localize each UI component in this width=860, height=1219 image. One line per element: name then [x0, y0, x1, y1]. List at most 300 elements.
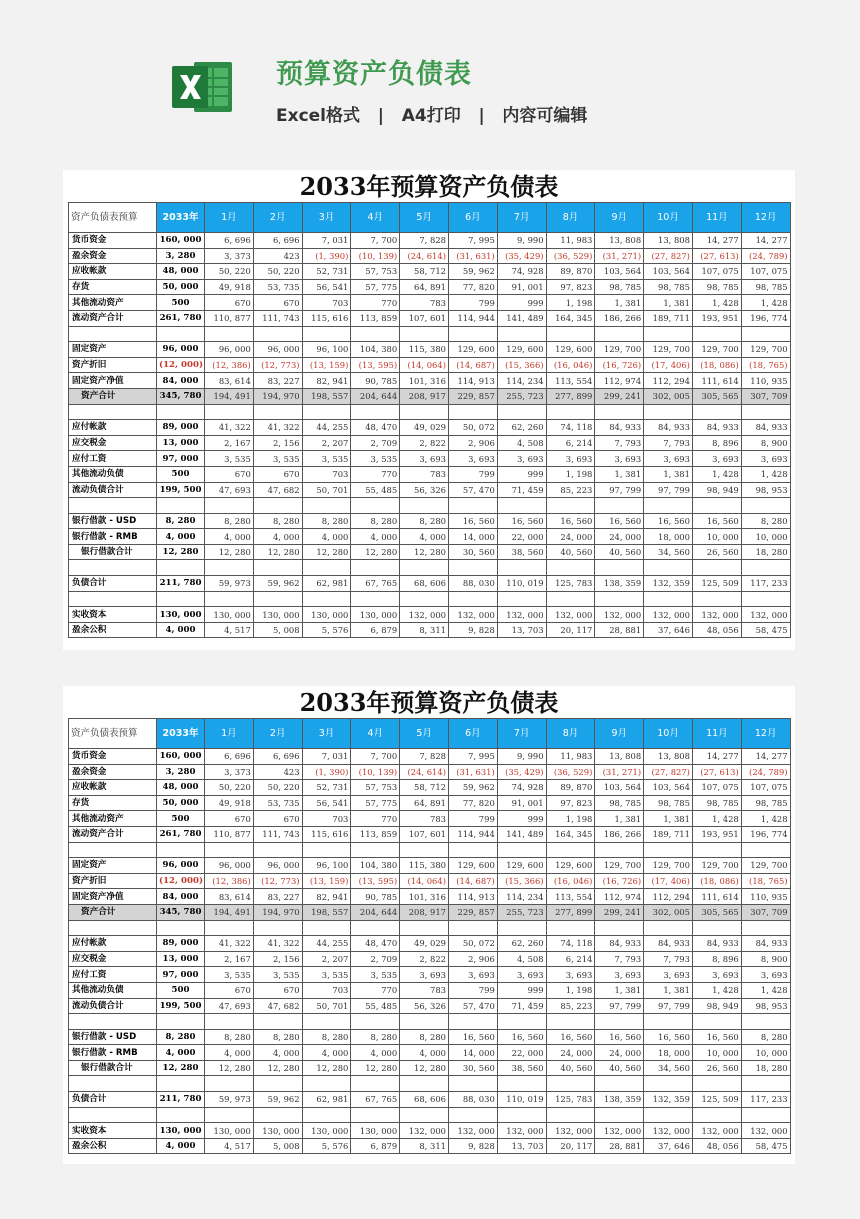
month-value: 37, 646 — [644, 1138, 693, 1154]
table-row — [69, 998, 791, 1014]
empty-cell — [497, 920, 546, 936]
month-value: 6, 214 — [546, 435, 595, 451]
month-value: 130, 000 — [351, 607, 400, 623]
month-value: 96, 100 — [302, 858, 351, 874]
month-value: 164, 345 — [546, 310, 595, 326]
month-value: 107, 075 — [741, 780, 790, 796]
empty-cell — [253, 920, 302, 936]
row-label: 资产合计 — [69, 388, 157, 404]
empty-cell — [595, 404, 644, 420]
month-value: 670 — [205, 811, 254, 827]
month-value: 129, 700 — [741, 342, 790, 358]
empty-cell — [69, 591, 157, 607]
month-value: 47, 693 — [205, 482, 254, 498]
month-value: 299, 241 — [595, 388, 644, 404]
empty-cell — [351, 1014, 400, 1030]
month-value: 34, 560 — [644, 544, 693, 560]
empty-cell — [448, 591, 497, 607]
month-value: 38, 560 — [497, 544, 546, 560]
month-value: 103, 564 — [644, 780, 693, 796]
month-value: 14, 000 — [448, 1045, 497, 1061]
blank-row — [69, 591, 791, 607]
table-row — [69, 342, 791, 358]
month-value: 4, 000 — [205, 1045, 254, 1061]
empty-cell — [400, 1014, 449, 1030]
month-value: 38, 560 — [497, 1060, 546, 1076]
month-value: 670 — [253, 811, 302, 827]
empty-cell — [253, 404, 302, 420]
base-value: 89, 000 — [157, 936, 205, 952]
month-value: 52, 731 — [302, 780, 351, 796]
empty-cell — [205, 404, 254, 420]
month-value: 44, 255 — [302, 420, 351, 436]
spreadsheet-preview-1 — [63, 170, 795, 650]
month-header: 4月 — [351, 203, 400, 233]
month-value: 1, 428 — [741, 295, 790, 311]
row-label: 流动负债合计 — [69, 998, 157, 1014]
empty-cell — [692, 920, 741, 936]
empty-cell — [741, 326, 790, 342]
empty-cell — [157, 1107, 205, 1123]
base-value: 50, 000 — [157, 279, 205, 295]
month-value: 799 — [448, 982, 497, 998]
base-value: 4, 000 — [157, 622, 205, 638]
month-value: 255, 723 — [497, 904, 546, 920]
month-value: 7, 793 — [644, 951, 693, 967]
month-value: 12, 280 — [302, 544, 351, 560]
month-value: 59, 962 — [253, 576, 302, 592]
month-value: 26, 560 — [692, 544, 741, 560]
base-value: 500 — [157, 982, 205, 998]
empty-cell — [157, 1076, 205, 1092]
empty-cell — [351, 591, 400, 607]
month-value: 8, 280 — [302, 513, 351, 529]
empty-cell — [644, 560, 693, 576]
month-value: 783 — [400, 811, 449, 827]
month-value: 129, 700 — [595, 342, 644, 358]
month-value: 12, 280 — [205, 544, 254, 560]
empty-cell — [644, 404, 693, 420]
month-value: 4, 000 — [351, 529, 400, 545]
month-value: (18, 086) — [692, 357, 741, 373]
table-row — [69, 873, 791, 889]
month-value: 130, 000 — [253, 1123, 302, 1139]
month-value: 83, 614 — [205, 889, 254, 905]
month-value: (31, 271) — [595, 764, 644, 780]
empty-cell — [595, 326, 644, 342]
month-value: 2, 207 — [302, 435, 351, 451]
table-row — [69, 233, 791, 249]
month-value: 57, 470 — [448, 482, 497, 498]
empty-cell — [448, 1107, 497, 1123]
month-value: 98, 785 — [741, 795, 790, 811]
empty-cell — [692, 498, 741, 514]
month-value: 3, 535 — [205, 451, 254, 467]
month-value: (16, 046) — [546, 873, 595, 889]
month-value: (18, 765) — [741, 357, 790, 373]
month-value: 57, 753 — [351, 780, 400, 796]
month-value: (12, 386) — [205, 873, 254, 889]
empty-cell — [741, 404, 790, 420]
month-value: 13, 808 — [644, 749, 693, 765]
month-value: (10, 139) — [351, 764, 400, 780]
month-value: 62, 981 — [302, 576, 351, 592]
balance-sheet-table — [68, 202, 791, 638]
empty-cell — [69, 920, 157, 936]
month-value: 255, 723 — [497, 388, 546, 404]
row-label: 应收帐款 — [69, 264, 157, 280]
month-value: 11, 983 — [546, 749, 595, 765]
month-value: 101, 316 — [400, 373, 449, 389]
month-value: 18, 280 — [741, 544, 790, 560]
month-value: 2, 167 — [205, 435, 254, 451]
corner-label: 资产负债表预算 — [69, 719, 157, 749]
blank-row — [69, 560, 791, 576]
month-value: 49, 029 — [400, 420, 449, 436]
month-value: (15, 366) — [497, 357, 546, 373]
empty-cell — [595, 1107, 644, 1123]
table-row — [69, 248, 791, 264]
page-header — [0, 0, 860, 160]
empty-cell — [595, 920, 644, 936]
empty-cell — [157, 560, 205, 576]
month-value: 670 — [253, 982, 302, 998]
month-value: 2, 207 — [302, 951, 351, 967]
month-value: 130, 000 — [351, 1123, 400, 1139]
month-value: 59, 962 — [448, 780, 497, 796]
month-value: 28, 881 — [595, 1138, 644, 1154]
month-value: 97, 799 — [644, 998, 693, 1014]
month-value: 3, 693 — [692, 967, 741, 983]
row-label: 实收资本 — [69, 607, 157, 623]
table-row — [69, 1045, 791, 1061]
month-value: 8, 280 — [400, 513, 449, 529]
month-value: 68, 606 — [400, 576, 449, 592]
month-value: 4, 000 — [302, 1045, 351, 1061]
month-value: 783 — [400, 466, 449, 482]
month-value: (14, 064) — [400, 873, 449, 889]
month-header: 5月 — [400, 719, 449, 749]
table-row — [69, 451, 791, 467]
month-value: (15, 366) — [497, 873, 546, 889]
empty-cell — [205, 1076, 254, 1092]
month-value: 74, 928 — [497, 780, 546, 796]
month-value: 1, 428 — [692, 982, 741, 998]
month-value: 12, 280 — [351, 1060, 400, 1076]
month-value: 98, 949 — [692, 482, 741, 498]
month-value: 96, 000 — [205, 342, 254, 358]
table-row — [69, 279, 791, 295]
month-header: 10月 — [644, 719, 693, 749]
table-row — [69, 904, 791, 920]
month-value: 16, 560 — [644, 1029, 693, 1045]
month-value: 48, 470 — [351, 936, 400, 952]
row-label: 货币资金 — [69, 233, 157, 249]
month-value: (1, 390) — [302, 764, 351, 780]
month-value: 6, 879 — [351, 622, 400, 638]
base-value: 160, 000 — [157, 233, 205, 249]
month-value: 14, 277 — [692, 749, 741, 765]
month-value: 4, 517 — [205, 1138, 254, 1154]
empty-cell — [497, 498, 546, 514]
month-value: 189, 711 — [644, 826, 693, 842]
month-value: 129, 600 — [448, 858, 497, 874]
empty-cell — [546, 920, 595, 936]
month-value: 132, 000 — [400, 607, 449, 623]
month-value: (17, 406) — [644, 873, 693, 889]
base-value: 345, 780 — [157, 388, 205, 404]
table-row — [69, 858, 791, 874]
month-value: 10, 000 — [741, 1045, 790, 1061]
month-value: 3, 693 — [400, 967, 449, 983]
row-label: 银行借款合计 — [69, 544, 157, 560]
month-value: 3, 535 — [253, 451, 302, 467]
month-value: 670 — [205, 982, 254, 998]
row-label: 资产折旧 — [69, 357, 157, 373]
empty-cell — [205, 498, 254, 514]
month-value: 670 — [253, 295, 302, 311]
month-value: 3, 535 — [253, 967, 302, 983]
month-value: 8, 280 — [351, 513, 400, 529]
empty-cell — [644, 920, 693, 936]
month-value: 117, 233 — [741, 1092, 790, 1108]
month-value: 129, 700 — [692, 342, 741, 358]
row-label: 银行借款 - USD — [69, 1029, 157, 1045]
month-value: 129, 700 — [741, 858, 790, 874]
month-value: 1, 428 — [692, 295, 741, 311]
table-row — [69, 435, 791, 451]
base-value: 261, 780 — [157, 826, 205, 842]
month-value: 112, 974 — [595, 889, 644, 905]
table-row — [69, 749, 791, 765]
empty-cell — [400, 404, 449, 420]
month-value: 56, 326 — [400, 482, 449, 498]
base-value: 8, 280 — [157, 1029, 205, 1045]
row-label: 负债合计 — [69, 1092, 157, 1108]
month-value: 16, 560 — [692, 1029, 741, 1045]
month-value: 3, 693 — [595, 967, 644, 983]
month-value: 53, 735 — [253, 279, 302, 295]
month-value: 57, 753 — [351, 264, 400, 280]
month-value: 130, 000 — [302, 1123, 351, 1139]
empty-cell — [692, 591, 741, 607]
empty-cell — [644, 1107, 693, 1123]
empty-cell — [644, 842, 693, 858]
month-value: 24, 000 — [595, 529, 644, 545]
month-value: 770 — [351, 811, 400, 827]
month-header: 3月 — [302, 719, 351, 749]
month-value: 7, 031 — [302, 749, 351, 765]
month-value: 74, 118 — [546, 936, 595, 952]
table-row — [69, 529, 791, 545]
empty-cell — [351, 560, 400, 576]
month-value: 83, 614 — [205, 373, 254, 389]
month-value: 40, 560 — [595, 544, 644, 560]
table-row — [69, 951, 791, 967]
empty-cell — [692, 326, 741, 342]
month-value: 97, 799 — [644, 482, 693, 498]
month-value: 114, 234 — [497, 373, 546, 389]
empty-cell — [692, 1014, 741, 1030]
month-value: 132, 000 — [546, 607, 595, 623]
month-value: 1, 381 — [644, 466, 693, 482]
month-value: 55, 485 — [351, 998, 400, 1014]
empty-cell — [302, 560, 351, 576]
month-value: 56, 541 — [302, 279, 351, 295]
month-value: 6, 696 — [253, 233, 302, 249]
month-value: 114, 944 — [448, 826, 497, 842]
month-value: 4, 000 — [302, 529, 351, 545]
base-value: 12, 280 — [157, 1060, 205, 1076]
month-value: 40, 560 — [546, 1060, 595, 1076]
month-value: 3, 693 — [741, 451, 790, 467]
month-value: 30, 560 — [448, 1060, 497, 1076]
empty-cell — [595, 1014, 644, 1030]
empty-cell — [497, 1076, 546, 1092]
month-value: 84, 933 — [644, 936, 693, 952]
month-value: 132, 000 — [497, 607, 546, 623]
base-value: 199, 500 — [157, 482, 205, 498]
base-value: 97, 000 — [157, 967, 205, 983]
base-value: 96, 000 — [157, 858, 205, 874]
empty-cell — [69, 560, 157, 576]
month-value: 3, 693 — [741, 967, 790, 983]
empty-cell — [205, 842, 254, 858]
blank-row — [69, 498, 791, 514]
empty-cell — [69, 404, 157, 420]
month-value: 14, 277 — [692, 233, 741, 249]
month-value: 12, 280 — [205, 1060, 254, 1076]
month-value: 9, 828 — [448, 1138, 497, 1154]
table-row — [69, 811, 791, 827]
month-value: 799 — [448, 466, 497, 482]
month-value: 58, 475 — [741, 1138, 790, 1154]
month-value: 114, 234 — [497, 889, 546, 905]
empty-cell — [546, 326, 595, 342]
base-value: (12, 000) — [157, 357, 205, 373]
sheet-title: 2033年预算资产负债表 — [299, 172, 559, 201]
month-value: 50, 220 — [253, 264, 302, 280]
row-label: 流动资产合计 — [69, 826, 157, 842]
month-value: 40, 560 — [595, 1060, 644, 1076]
month-value: 67, 765 — [351, 1092, 400, 1108]
month-value: 194, 970 — [253, 904, 302, 920]
excel-icon — [172, 58, 234, 116]
month-value: 1, 198 — [546, 466, 595, 482]
month-value: 97, 799 — [595, 998, 644, 1014]
row-label: 银行借款 - RMB — [69, 1045, 157, 1061]
empty-cell — [546, 842, 595, 858]
month-value: 84, 933 — [692, 420, 741, 436]
blank-row — [69, 1076, 791, 1092]
month-value: (24, 789) — [741, 764, 790, 780]
month-value: (27, 613) — [692, 248, 741, 264]
month-value: 1, 428 — [741, 982, 790, 998]
month-value: 4, 000 — [400, 529, 449, 545]
month-value: 104, 380 — [351, 342, 400, 358]
month-value: 132, 000 — [692, 1123, 741, 1139]
month-header: 6月 — [448, 719, 497, 749]
table-row — [69, 795, 791, 811]
blank-row — [69, 920, 791, 936]
row-label: 应付帐款 — [69, 936, 157, 952]
month-value: 770 — [351, 295, 400, 311]
empty-cell — [400, 1107, 449, 1123]
row-label: 应交税金 — [69, 951, 157, 967]
empty-cell — [253, 842, 302, 858]
month-value: (24, 614) — [400, 248, 449, 264]
month-header: 1月 — [205, 719, 254, 749]
empty-cell — [69, 842, 157, 858]
empty-cell — [157, 498, 205, 514]
table-row — [69, 764, 791, 780]
row-label: 应付帐款 — [69, 420, 157, 436]
month-value: (10, 139) — [351, 248, 400, 264]
month-value: 5, 576 — [302, 1138, 351, 1154]
month-value: 8, 280 — [400, 1029, 449, 1045]
month-value: 8, 280 — [253, 513, 302, 529]
month-value: 57, 775 — [351, 279, 400, 295]
empty-cell — [400, 842, 449, 858]
header-row — [69, 203, 791, 233]
empty-cell — [157, 842, 205, 858]
month-value: 98, 785 — [692, 279, 741, 295]
table-row — [69, 482, 791, 498]
table-row — [69, 607, 791, 623]
empty-cell — [69, 1076, 157, 1092]
month-value: 112, 294 — [644, 889, 693, 905]
month-value: 2, 167 — [205, 951, 254, 967]
month-value: 6, 696 — [205, 233, 254, 249]
empty-cell — [69, 498, 157, 514]
month-value: 47, 693 — [205, 998, 254, 1014]
row-label: 存货 — [69, 279, 157, 295]
month-header: 11月 — [692, 203, 741, 233]
month-value: (16, 046) — [546, 357, 595, 373]
month-value: 41, 322 — [205, 420, 254, 436]
empty-cell — [302, 842, 351, 858]
month-value: 97, 823 — [546, 795, 595, 811]
month-value: 7, 031 — [302, 233, 351, 249]
month-value: 129, 600 — [546, 858, 595, 874]
empty-cell — [448, 498, 497, 514]
month-value: 9, 828 — [448, 622, 497, 638]
table-row — [69, 982, 791, 998]
month-value: 229, 857 — [448, 388, 497, 404]
month-header: 10月 — [644, 203, 693, 233]
month-value: 24, 000 — [546, 1045, 595, 1061]
row-label: 盈余公积 — [69, 1138, 157, 1154]
empty-cell — [351, 326, 400, 342]
month-value: 114, 913 — [448, 889, 497, 905]
month-value: 6, 696 — [253, 749, 302, 765]
base-value: 97, 000 — [157, 451, 205, 467]
month-value: 277, 899 — [546, 388, 595, 404]
month-value: 186, 266 — [595, 310, 644, 326]
month-header: 11月 — [692, 719, 741, 749]
month-value: 305, 565 — [692, 904, 741, 920]
empty-cell — [546, 404, 595, 420]
month-value: 96, 000 — [205, 858, 254, 874]
month-value: 3, 535 — [351, 451, 400, 467]
empty-cell — [302, 1014, 351, 1030]
month-value: 999 — [497, 466, 546, 482]
base-value: 500 — [157, 811, 205, 827]
month-value: (36, 529) — [546, 764, 595, 780]
month-value: 132, 000 — [644, 1123, 693, 1139]
month-value: 62, 260 — [497, 420, 546, 436]
month-value: 3, 693 — [644, 967, 693, 983]
